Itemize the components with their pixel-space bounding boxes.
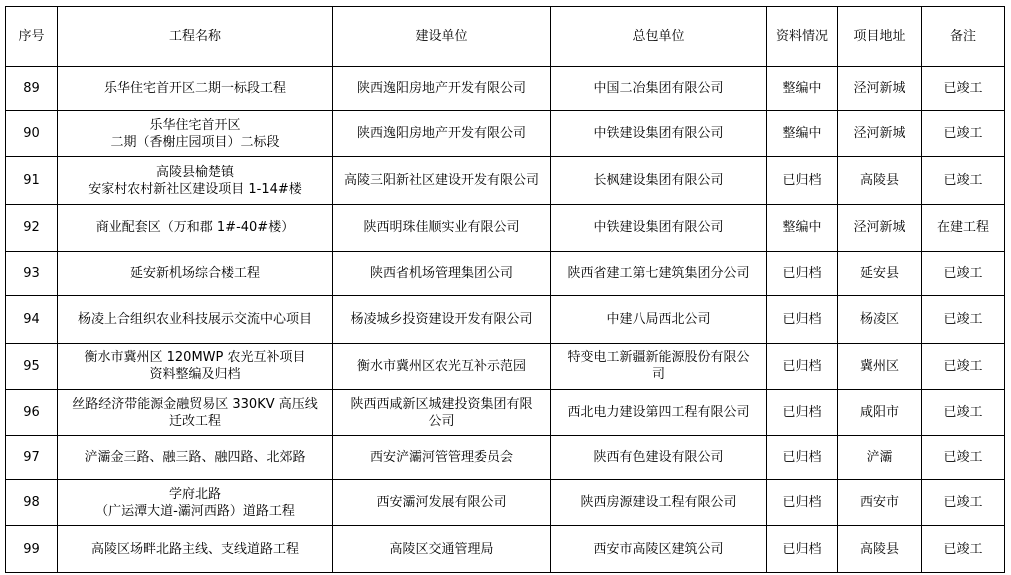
header-docs-status: 资料情况 [767, 7, 838, 67]
cell-seq: 94 [6, 295, 58, 343]
cell-seq: 99 [6, 526, 58, 572]
table-row [6, 251, 1005, 295]
cell-location: 冀州区 [838, 343, 922, 389]
table-row [6, 526, 1005, 572]
table-row [6, 295, 1005, 343]
cell-project-name: 浐灞金三路、融三路、融四路、北郊路 [58, 436, 333, 480]
table-row [6, 205, 1005, 251]
cell-project-name: 高陵区场畔北路主线、支线道路工程 [58, 526, 333, 572]
cell-docs-status: 已归档 [767, 526, 838, 572]
cell-docs-status: 已归档 [767, 295, 838, 343]
cell-project-name: 杨凌上合组织农业科技展示交流中心项目 [58, 295, 333, 343]
table-row [6, 111, 1005, 157]
cell-location: 高陵县 [838, 157, 922, 205]
cell-docs-status: 整编中 [767, 205, 838, 251]
cell-docs-status: 已归档 [767, 436, 838, 480]
header-contractor: 总包单位 [551, 7, 767, 67]
cell-seq: 98 [6, 480, 58, 526]
header-project-name: 工程名称 [58, 7, 333, 67]
cell-owner: 西安浐灞河管管理委员会 [333, 436, 551, 480]
table-body [6, 67, 1005, 573]
cell-contractor: 陕西房源建设工程有限公司 [551, 480, 767, 526]
cell-location: 浐灞 [838, 436, 922, 480]
cell-project-name: 乐华住宅首开区 二期（香榭庄园项目）二标段 [58, 111, 333, 157]
project-records-table [5, 6, 1005, 573]
cell-owner: 陕西西咸新区城建投资集团有限 公司 [333, 389, 551, 435]
cell-owner: 西安灞河发展有限公司 [333, 480, 551, 526]
cell-owner: 陕西逸阳房地产开发有限公司 [333, 67, 551, 111]
cell-remarks: 已竣工 [922, 480, 1005, 526]
cell-remarks: 已竣工 [922, 157, 1005, 205]
cell-contractor: 陕西省建工第七建筑集团分公司 [551, 251, 767, 295]
table-header [6, 7, 1005, 67]
cell-seq: 91 [6, 157, 58, 205]
header-remarks: 备注 [922, 7, 1005, 67]
cell-contractor: 中铁建设集团有限公司 [551, 205, 767, 251]
table-row [6, 389, 1005, 435]
cell-remarks: 已竣工 [922, 111, 1005, 157]
cell-contractor: 西北电力建设第四工程有限公司 [551, 389, 767, 435]
cell-project-name: 学府北路 （广运潭大道-灞河西路）道路工程 [58, 480, 333, 526]
cell-project-name: 商业配套区（万和郡 1#-40#楼） [58, 205, 333, 251]
cell-docs-status: 已归档 [767, 389, 838, 435]
header-owner: 建设单位 [333, 7, 551, 67]
cell-owner: 杨凌城乡投资建设开发有限公司 [333, 295, 551, 343]
table-row [6, 157, 1005, 205]
cell-remarks: 在建工程 [922, 205, 1005, 251]
cell-docs-status: 已归档 [767, 343, 838, 389]
cell-owner: 陕西逸阳房地产开发有限公司 [333, 111, 551, 157]
cell-contractor: 中铁建设集团有限公司 [551, 111, 767, 157]
cell-remarks: 已竣工 [922, 343, 1005, 389]
cell-seq: 93 [6, 251, 58, 295]
cell-seq: 97 [6, 436, 58, 480]
cell-location: 高陵县 [838, 526, 922, 572]
cell-docs-status: 已归档 [767, 480, 838, 526]
cell-location: 咸阳市 [838, 389, 922, 435]
cell-seq: 96 [6, 389, 58, 435]
cell-remarks: 已竣工 [922, 436, 1005, 480]
cell-location: 西安市 [838, 480, 922, 526]
cell-contractor: 陕西有色建设有限公司 [551, 436, 767, 480]
cell-owner: 高陵三阳新社区建设开发有限公司 [333, 157, 551, 205]
cell-location: 杨凌区 [838, 295, 922, 343]
cell-contractor: 长枫建设集团有限公司 [551, 157, 767, 205]
cell-location: 泾河新城 [838, 205, 922, 251]
cell-project-name: 乐华住宅首开区二期一标段工程 [58, 67, 333, 111]
table-row [6, 480, 1005, 526]
cell-remarks: 已竣工 [922, 67, 1005, 111]
cell-contractor: 特变电工新疆新能源股份有限公 司 [551, 343, 767, 389]
cell-docs-status: 已归档 [767, 251, 838, 295]
cell-owner: 衡水市冀州区农光互补示范园 [333, 343, 551, 389]
cell-seq: 89 [6, 67, 58, 111]
cell-contractor: 中建八局西北公司 [551, 295, 767, 343]
cell-seq: 95 [6, 343, 58, 389]
header-location: 项目地址 [838, 7, 922, 67]
cell-owner: 陕西省机场管理集团公司 [333, 251, 551, 295]
table-row [6, 67, 1005, 111]
table-row [6, 436, 1005, 480]
header-row [6, 7, 1005, 67]
cell-contractor: 西安市高陵区建筑公司 [551, 526, 767, 572]
table-row [6, 343, 1005, 389]
cell-seq: 90 [6, 111, 58, 157]
cell-seq: 92 [6, 205, 58, 251]
cell-location: 泾河新城 [838, 67, 922, 111]
cell-owner: 高陵区交通管理局 [333, 526, 551, 572]
cell-location: 延安县 [838, 251, 922, 295]
cell-project-name: 延安新机场综合楼工程 [58, 251, 333, 295]
cell-remarks: 已竣工 [922, 295, 1005, 343]
cell-project-name: 衡水市冀州区 120MWP 农光互补项目 资料整编及归档 [58, 343, 333, 389]
cell-docs-status: 整编中 [767, 67, 838, 111]
cell-docs-status: 整编中 [767, 111, 838, 157]
cell-project-name: 丝路经济带能源金融贸易区 330KV 高压线 迁改工程 [58, 389, 333, 435]
cell-remarks: 已竣工 [922, 251, 1005, 295]
cell-remarks: 已竣工 [922, 526, 1005, 572]
cell-docs-status: 已归档 [767, 157, 838, 205]
cell-remarks: 已竣工 [922, 389, 1005, 435]
cell-contractor: 中国二冶集团有限公司 [551, 67, 767, 111]
header-seq: 序号 [6, 7, 58, 67]
cell-location: 泾河新城 [838, 111, 922, 157]
cell-owner: 陕西明珠佳顺实业有限公司 [333, 205, 551, 251]
cell-project-name: 高陵县榆楚镇 安家村农村新社区建设项目 1-14#楼 [58, 157, 333, 205]
